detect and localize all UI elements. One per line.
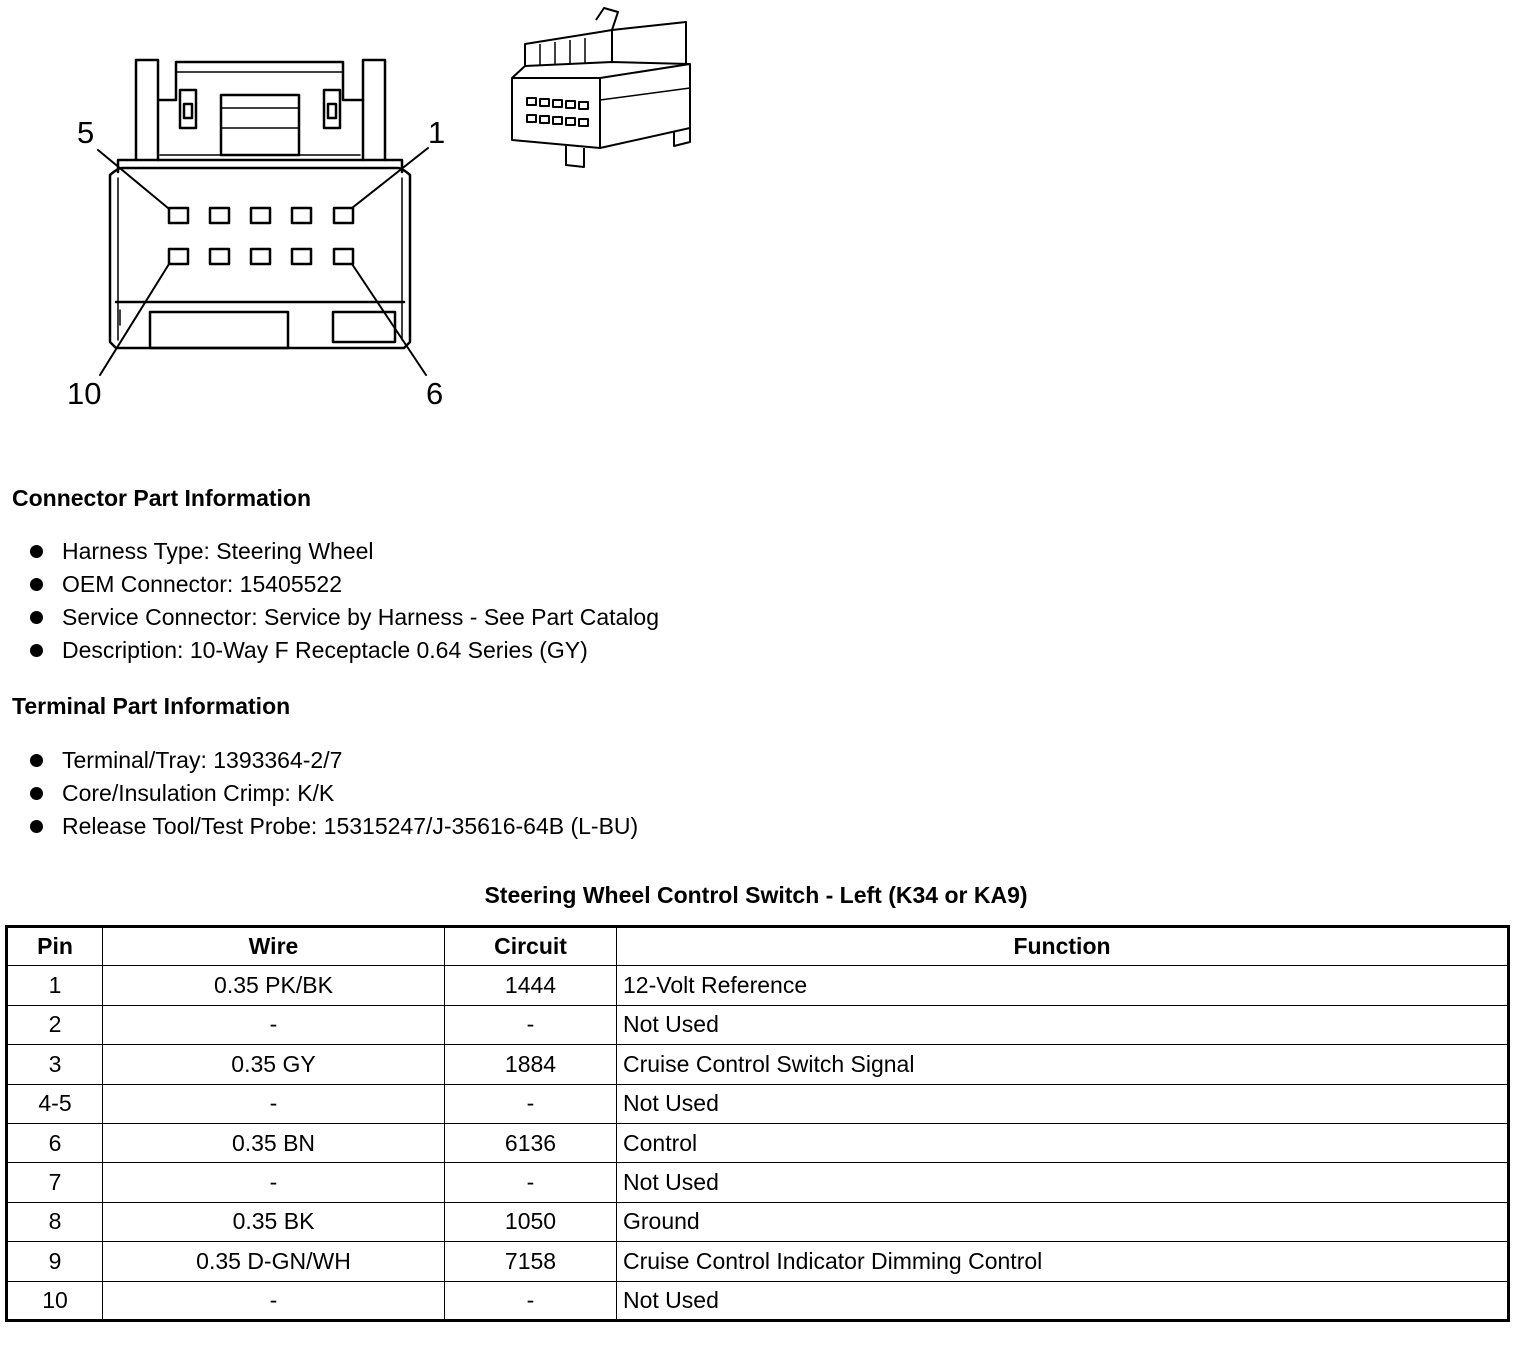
table-row xyxy=(7,966,1509,1005)
cell-wire: 0.35 PK/BK xyxy=(103,966,445,1005)
cell-function: Cruise Control Indicator Dimming Control xyxy=(617,1242,1509,1281)
cell-pin: 7 xyxy=(7,1163,103,1202)
cell-pin: 9 xyxy=(7,1242,103,1281)
pin-label-1: 1 xyxy=(428,115,446,150)
cell-circuit: 1050 xyxy=(445,1202,617,1241)
cell-circuit: - xyxy=(445,1163,617,1202)
pin-label-5: 5 xyxy=(77,115,95,150)
list-item: Release Tool/Test Probe: 15315247/J-35616-64B (L-BU) xyxy=(28,810,638,843)
cell-circuit: - xyxy=(445,1281,617,1320)
column-header-circuit: Circuit xyxy=(445,927,617,966)
cell-pin: 6 xyxy=(7,1123,103,1162)
cell-wire: 0.35 BK xyxy=(103,1202,445,1241)
terminal-info-list xyxy=(28,744,638,843)
cell-circuit: 1444 xyxy=(445,966,617,1005)
connector-diagram xyxy=(0,0,720,440)
cell-wire: 0.35 GY xyxy=(103,1045,445,1084)
list-item: Service Connector: Service by Harness - See Part Catalog xyxy=(28,601,659,634)
cell-wire: - xyxy=(103,1084,445,1123)
cell-function: 12-Volt Reference xyxy=(617,966,1509,1005)
terminal-info-title: Terminal Part Information xyxy=(12,693,291,719)
cell-circuit: 7158 xyxy=(445,1242,617,1281)
cell-pin: 8 xyxy=(7,1202,103,1241)
cell-function: Not Used xyxy=(617,1281,1509,1320)
list-item: Harness Type: Steering Wheel xyxy=(28,535,659,568)
cell-function: Ground xyxy=(617,1202,1509,1241)
column-header-function: Function xyxy=(617,927,1509,966)
table-row xyxy=(7,1202,1509,1241)
column-header-pin: Pin xyxy=(7,927,103,966)
table-header-row xyxy=(7,927,1509,966)
cell-circuit: - xyxy=(445,1005,617,1044)
table-row xyxy=(7,1045,1509,1084)
cell-circuit: 6136 xyxy=(445,1123,617,1162)
table-title: Steering Wheel Control Switch - Left (K34 or KA9) xyxy=(484,882,1028,908)
cell-wire: - xyxy=(103,1163,445,1202)
cell-circuit: 1884 xyxy=(445,1045,617,1084)
pin-label-10: 10 xyxy=(67,376,102,411)
cell-function: Not Used xyxy=(617,1084,1509,1123)
table-row xyxy=(7,1281,1509,1320)
list-item: Core/Insulation Crimp: K/K xyxy=(28,777,638,810)
cell-pin: 3 xyxy=(7,1045,103,1084)
pin-label-6: 6 xyxy=(426,376,444,411)
connector-info-title: Connector Part Information xyxy=(12,485,312,511)
connector-isometric-view xyxy=(512,8,690,167)
cell-pin: 4-5 xyxy=(7,1084,103,1123)
cell-pin: 10 xyxy=(7,1281,103,1320)
list-item: OEM Connector: 15405522 xyxy=(28,568,659,601)
connector-info-list xyxy=(28,535,659,667)
cell-wire: - xyxy=(103,1005,445,1044)
cell-pin: 1 xyxy=(7,966,103,1005)
cell-function: Control xyxy=(617,1123,1509,1162)
table-row xyxy=(7,1163,1509,1202)
pinout-table xyxy=(5,925,1510,1322)
cell-circuit: - xyxy=(445,1084,617,1123)
list-item: Terminal/Tray: 1393364-2/7 xyxy=(28,744,638,777)
table-row xyxy=(7,1084,1509,1123)
cell-wire: 0.35 D-GN/WH xyxy=(103,1242,445,1281)
table-row xyxy=(7,1123,1509,1162)
cell-function: Not Used xyxy=(617,1005,1509,1044)
table-row xyxy=(7,1242,1509,1281)
cell-function: Not Used xyxy=(617,1163,1509,1202)
cell-function: Cruise Control Switch Signal xyxy=(617,1045,1509,1084)
cell-wire: - xyxy=(103,1281,445,1320)
column-header-wire: Wire xyxy=(103,927,445,966)
cell-wire: 0.35 BN xyxy=(103,1123,445,1162)
list-item: Description: 10-Way F Receptacle 0.64 Series (GY) xyxy=(28,634,659,667)
table-row xyxy=(7,1005,1509,1044)
cell-pin: 2 xyxy=(7,1005,103,1044)
